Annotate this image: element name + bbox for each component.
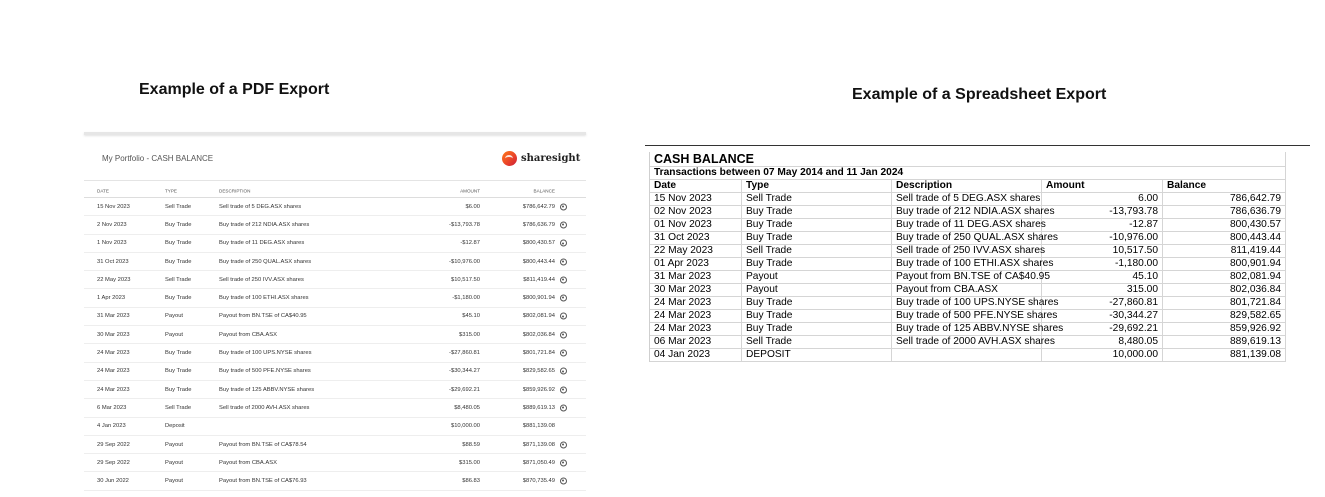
pdf-cell-date: 24 Mar 2023: [97, 386, 130, 393]
spreadsheet-cell-amount[interactable]: 45.10: [1042, 271, 1163, 283]
pdf-cell-date: 29 Sep 2022: [97, 441, 130, 448]
spreadsheet-cell-description[interactable]: Buy trade of 100 ETHI.ASX shares: [892, 258, 1042, 270]
pdf-cell-balance: $859,926.92: [522, 386, 555, 393]
pdf-cell-date: 31 Oct 2023: [97, 258, 129, 265]
spreadsheet-row: [650, 245, 1286, 258]
spreadsheet-cell-description[interactable]: Sell trade of 2000 AVH.ASX shares: [892, 336, 1042, 348]
spreadsheet-cell-balance[interactable]: 800,443.44: [1163, 232, 1286, 244]
pdf-cell-amount: -$30,344.27: [449, 368, 480, 375]
pdf-cell-description: Payout from BN.TSE of CA$76.93: [219, 478, 307, 485]
sharesight-logo-text: sharesight: [521, 152, 581, 164]
pdf-cell-type: Buy Trade: [165, 240, 192, 247]
spreadsheet-cell-balance[interactable]: 829,582.65: [1163, 310, 1286, 322]
view-icon[interactable]: [560, 221, 567, 228]
spreadsheet-row: [650, 206, 1286, 219]
spreadsheet-cell-type[interactable]: DEPOSIT: [742, 349, 892, 361]
spreadsheet-cell-type[interactable]: Sell Trade: [742, 336, 892, 348]
spreadsheet-cell-date[interactable]: 01 Nov 2023: [650, 219, 742, 231]
pdf-cell-amount: -$13,793.78: [449, 221, 480, 228]
spreadsheet-cell-description[interactable]: [892, 349, 1042, 361]
spreadsheet-cell-amount[interactable]: -10,976.00: [1042, 232, 1163, 244]
pdf-cell-amount: -$1,180.00: [452, 295, 480, 302]
spreadsheet-row: [650, 297, 1286, 310]
pdf-cell-balance: $800,443.44: [522, 258, 555, 265]
spreadsheet-cell-amount[interactable]: -29,692.21: [1042, 323, 1163, 335]
spreadsheet-cell-type[interactable]: Buy Trade: [742, 258, 892, 270]
pdf-cell-description: Payout from CBA.ASX: [219, 459, 277, 466]
pdf-table-row: [84, 472, 586, 490]
pdf-cell-amount: $88.59: [462, 441, 480, 448]
pdf-cell-type: Payout: [165, 441, 184, 448]
pdf-table-row: [84, 399, 586, 417]
spreadsheet-title[interactable]: CASH BALANCE: [650, 152, 1286, 166]
pdf-cell-description: Buy trade of 100 ETHI.ASX shares: [219, 295, 309, 302]
pdf-cell-balance: $801,721.84: [522, 350, 555, 357]
pdf-cell-balance: $786,642.79: [522, 203, 555, 210]
spreadsheet-grid: [649, 152, 1286, 362]
pdf-table-row: [84, 289, 586, 307]
spreadsheet-cell-amount[interactable]: -30,344.27: [1042, 310, 1163, 322]
spreadsheet-cell-amount[interactable]: -27,860.81: [1042, 297, 1163, 309]
spreadsheet-header-row: [650, 180, 1286, 193]
sharesight-logo: [502, 149, 580, 167]
pdf-cell-description: Buy trade of 11 DEG.ASX shares: [219, 240, 305, 247]
pdf-cell-balance: $800,901.94: [522, 295, 555, 302]
pdf-cell-amount: $315.00: [459, 459, 480, 466]
spreadsheet-cell-description[interactable]: Payout from CBA.ASX: [892, 284, 1042, 296]
pdf-cell-type: Payout: [165, 313, 184, 320]
pdf-cell-balance: $889,619.13: [522, 404, 555, 411]
pdf-cell-type: Sell Trade: [165, 404, 192, 411]
pdf-cell-description: Sell trade of 250 IVV.ASX shares: [219, 276, 304, 283]
spreadsheet-cell-balance[interactable]: 802,036.84: [1163, 284, 1286, 296]
spreadsheet-col-type[interactable]: Type: [742, 180, 892, 192]
spreadsheet-cell-type[interactable]: Buy Trade: [742, 323, 892, 335]
view-icon[interactable]: [560, 258, 567, 265]
spreadsheet-cell-balance[interactable]: 889,619.13: [1163, 336, 1286, 348]
pdf-cell-balance: $871,139.08: [522, 441, 555, 448]
pdf-cell-type: Buy Trade: [165, 258, 192, 265]
pdf-cell-amount: -$10,976.00: [449, 258, 480, 265]
spreadsheet-col-balance[interactable]: Balance: [1163, 180, 1286, 192]
pdf-cell-balance: $871,050.49: [522, 459, 555, 466]
spreadsheet-cell-type[interactable]: Sell Trade: [742, 193, 892, 205]
pdf-cell-type: Buy Trade: [165, 368, 192, 375]
pdf-cell-amount: -$12.87: [460, 240, 480, 247]
spreadsheet-title-row: [650, 152, 1286, 167]
pdf-table-row: [84, 436, 586, 454]
spreadsheet-cell-type[interactable]: Buy Trade: [742, 310, 892, 322]
pdf-col-amount: AMOUNT: [460, 188, 480, 193]
pdf-cell-description: Payout from CBA.ASX: [219, 331, 277, 338]
pdf-report-title: My Portfolio - CASH BALANCE: [102, 154, 214, 163]
pdf-col-balance: BALANCE: [533, 188, 555, 193]
spreadsheet-cell-amount[interactable]: -13,793.78: [1042, 206, 1163, 218]
spreadsheet-cell-date[interactable]: 30 Mar 2023: [650, 284, 742, 296]
pdf-cell-balance: $786,636.79: [522, 221, 555, 228]
spreadsheet-cell-date[interactable]: 22 May 2023: [650, 245, 742, 257]
spreadsheet-cell-amount[interactable]: 10,517.50: [1042, 245, 1163, 257]
sharesight-logo-icon: [502, 151, 517, 166]
spreadsheet-cell-balance[interactable]: 811,419.44: [1163, 245, 1286, 257]
spreadsheet-cell-date[interactable]: 01 Apr 2023: [650, 258, 742, 270]
pdf-cell-date: 6 Mar 2023: [97, 404, 127, 411]
view-icon[interactable]: [560, 313, 567, 320]
pdf-cell-date: 24 Mar 2023: [97, 350, 130, 357]
spreadsheet-cell-description[interactable]: Buy trade of 500 PFE.NYSE shares: [892, 310, 1042, 322]
spreadsheet-cell-balance[interactable]: 800,430.57: [1163, 219, 1286, 231]
pdf-cell-amount: $6.00: [465, 203, 480, 210]
pdf-cell-date: 1 Nov 2023: [97, 240, 127, 247]
spreadsheet-cell-date[interactable]: 24 Mar 2023: [650, 297, 742, 309]
pdf-cell-type: Sell Trade: [165, 203, 192, 210]
pdf-cell-description: Buy trade of 125 ABBV.NYSE shares: [219, 386, 315, 393]
pdf-table-row: [84, 363, 586, 381]
pdf-cell-type: Buy Trade: [165, 350, 192, 357]
pdf-cell-description: Payout from BN.TSE of CA$78.54: [219, 441, 307, 448]
pdf-top-divider: [84, 132, 586, 135]
pdf-cell-balance: $870,735.49: [522, 478, 555, 485]
pdf-col-date: DATE: [97, 188, 109, 193]
pdf-export-preview: [84, 132, 586, 485]
pdf-cell-amount: $315.00: [459, 331, 480, 338]
pdf-cell-date: 24 Mar 2023: [97, 368, 130, 375]
pdf-cell-amount: $10,517.50: [450, 276, 480, 283]
spreadsheet-cell-balance[interactable]: 802,081.94: [1163, 271, 1286, 283]
spreadsheet-cell-amount[interactable]: 6.00: [1042, 193, 1163, 205]
pdf-cell-balance: $802,036.84: [522, 331, 555, 338]
view-icon[interactable]: [560, 295, 567, 302]
pdf-cell-type: Buy Trade: [165, 221, 192, 228]
view-icon[interactable]: [560, 478, 567, 485]
pdf-table-row: [84, 308, 586, 326]
pdf-table-header: [84, 184, 586, 198]
spreadsheet-subtitle-row: [650, 167, 1286, 180]
spreadsheet-row: [650, 193, 1286, 206]
pdf-cell-description: Buy trade of 100 UPS.NYSE shares: [219, 350, 312, 357]
pdf-col-type: TYPE: [165, 188, 177, 193]
spreadsheet-cell-description[interactable]: Sell trade of 250 IVV.ASX shares: [892, 245, 1042, 257]
pdf-cell-type: Deposit: [165, 423, 185, 430]
pdf-cell-amount: $86.83: [462, 478, 480, 485]
pdf-table-row: [84, 216, 586, 234]
view-icon[interactable]: [560, 386, 567, 393]
spreadsheet-row: [650, 284, 1286, 297]
pdf-export-heading: Example of a PDF Export: [139, 81, 330, 98]
spreadsheet-cell-amount[interactable]: -1,180.00: [1042, 258, 1163, 270]
spreadsheet-cell-date[interactable]: 24 Mar 2023: [650, 323, 742, 335]
spreadsheet-cell-type[interactable]: Buy Trade: [742, 232, 892, 244]
pdf-cell-amount: $8,480.05: [454, 404, 480, 411]
pdf-header-divider: [84, 180, 586, 181]
spreadsheet-cell-description[interactable]: Buy trade of 125 ABBV.NYSE shares: [892, 323, 1042, 335]
pdf-cell-date: 22 May 2023: [97, 276, 131, 283]
pdf-cell-date: 2 Nov 2023: [97, 221, 127, 228]
spreadsheet-cell-date[interactable]: 06 Mar 2023: [650, 336, 742, 348]
spreadsheet-export-preview: [649, 152, 1287, 360]
spreadsheet-row: [650, 323, 1286, 336]
pdf-cell-date: 4 Jan 2023: [97, 423, 126, 430]
spreadsheet-row: [650, 310, 1286, 323]
pdf-cell-description: Sell trade of 5 DEG.ASX shares: [219, 203, 302, 210]
pdf-cell-amount: -$29,692.21: [449, 386, 480, 393]
spreadsheet-subtitle[interactable]: Transactions between 07 May 2014 and 11 Jan 2024: [650, 167, 1286, 179]
spreadsheet-cell-date[interactable]: 15 Nov 2023: [650, 193, 742, 205]
spreadsheet-row: [650, 271, 1286, 284]
spreadsheet-cell-type[interactable]: Payout: [742, 271, 892, 283]
spreadsheet-cell-balance[interactable]: 786,636.79: [1163, 206, 1286, 218]
spreadsheet-cell-amount[interactable]: 10,000.00: [1042, 349, 1163, 361]
spreadsheet-cell-date[interactable]: 31 Oct 2023: [650, 232, 742, 244]
view-icon[interactable]: [560, 368, 567, 375]
spreadsheet-cell-type[interactable]: Sell Trade: [742, 245, 892, 257]
pdf-transactions-table: [84, 184, 586, 491]
pdf-table-row: [84, 326, 586, 344]
spreadsheet-cell-balance[interactable]: 800,901.94: [1163, 258, 1286, 270]
pdf-cell-type: Buy Trade: [165, 386, 192, 393]
spreadsheet-col-date[interactable]: Date: [650, 180, 742, 192]
pdf-cell-date: 15 Nov 2023: [97, 203, 130, 210]
pdf-cell-description: Buy trade of 212 NDIA.ASX shares: [219, 221, 310, 228]
pdf-cell-date: 31 Mar 2023: [97, 313, 130, 320]
spreadsheet-cell-description[interactable]: Sell trade of 5 DEG.ASX shares: [892, 193, 1042, 205]
pdf-table-row: [84, 253, 586, 271]
spreadsheet-col-amount[interactable]: Amount: [1042, 180, 1163, 192]
spreadsheet-cell-date[interactable]: 02 Nov 2023: [650, 206, 742, 218]
spreadsheet-cell-description[interactable]: Buy trade of 11 DEG.ASX shares: [892, 219, 1042, 231]
pdf-cell-balance: $829,582.65: [522, 368, 555, 375]
spreadsheet-row: [650, 232, 1286, 245]
spreadsheet-cell-balance[interactable]: 801,721.84: [1163, 297, 1286, 309]
pdf-cell-balance: $802,081.94: [522, 313, 555, 320]
pdf-cell-description: Sell trade of 2000 AVH.ASX shares: [219, 404, 310, 411]
pdf-cell-amount: -$27,860.81: [449, 350, 480, 357]
view-icon[interactable]: [560, 331, 567, 338]
pdf-cell-amount: $45.10: [462, 313, 480, 320]
pdf-table-row: [84, 198, 586, 216]
pdf-cell-date: 1 Apr 2023: [97, 295, 126, 302]
pdf-cell-type: Payout: [165, 331, 184, 338]
spreadsheet-cell-balance[interactable]: 859,926.92: [1163, 323, 1286, 335]
view-icon[interactable]: [560, 441, 567, 448]
pdf-cell-date: 29 Sep 2022: [97, 459, 130, 466]
pdf-cell-description: Buy trade of 250 QUAL.ASX shares: [219, 258, 312, 265]
spreadsheet-cell-date[interactable]: 04 Jan 2023: [650, 349, 742, 361]
spreadsheet-cell-type[interactable]: Buy Trade: [742, 206, 892, 218]
pdf-cell-description: Buy trade of 500 PFE.NYSE shares: [219, 368, 311, 375]
spreadsheet-cell-amount[interactable]: 8,480.05: [1042, 336, 1163, 348]
spreadsheet-cell-type[interactable]: Buy Trade: [742, 297, 892, 309]
spreadsheet-cell-amount[interactable]: 315.00: [1042, 284, 1163, 296]
spreadsheet-export-heading: Example of a Spreadsheet Export: [852, 86, 1107, 103]
pdf-table-row: [84, 235, 586, 253]
pdf-cell-balance: $800,430.57: [522, 240, 555, 247]
view-icon[interactable]: [560, 459, 567, 466]
pdf-cell-type: Payout: [165, 478, 184, 485]
spreadsheet-cell-amount[interactable]: -12.87: [1042, 219, 1163, 231]
pdf-table-row: [84, 381, 586, 399]
pdf-cell-type: Sell Trade: [165, 276, 192, 283]
spreadsheet-cell-type[interactable]: Payout: [742, 284, 892, 296]
spreadsheet-cell-date[interactable]: 24 Mar 2023: [650, 310, 742, 322]
spreadsheet-top-divider: [645, 145, 1310, 146]
spreadsheet-cell-description[interactable]: Payout from BN.TSE of CA$40.95: [892, 271, 1042, 283]
pdf-table-row: [84, 454, 586, 472]
spreadsheet-cell-description[interactable]: Buy trade of 212 NDIA.ASX shares: [892, 206, 1042, 218]
view-icon[interactable]: [560, 240, 567, 247]
pdf-cell-date: 30 Jun 2022: [97, 478, 129, 485]
pdf-cell-description: Payout from BN.TSE of CA$40.95: [219, 313, 307, 320]
spreadsheet-cell-date[interactable]: 31 Mar 2023: [650, 271, 742, 283]
spreadsheet-cell-description[interactable]: Buy trade of 100 UPS.NYSE shares: [892, 297, 1042, 309]
spreadsheet-cell-description[interactable]: Buy trade of 250 QUAL.ASX shares: [892, 232, 1042, 244]
pdf-table-row: [84, 418, 586, 436]
pdf-table-row: [84, 344, 586, 362]
view-icon[interactable]: [560, 404, 567, 411]
pdf-table-row: [84, 271, 586, 289]
spreadsheet-row: [650, 349, 1286, 362]
pdf-cell-balance: $881,139.08: [522, 423, 555, 430]
view-icon[interactable]: [560, 276, 567, 283]
spreadsheet-row: [650, 336, 1286, 349]
spreadsheet-col-description[interactable]: Description: [892, 180, 1042, 192]
pdf-cell-type: Buy Trade: [165, 295, 192, 302]
spreadsheet-cell-balance[interactable]: 881,139.08: [1163, 349, 1286, 361]
spreadsheet-row: [650, 258, 1286, 271]
pdf-cell-type: Payout: [165, 459, 184, 466]
pdf-cell-balance: $811,419.44: [523, 276, 555, 283]
pdf-cell-date: 30 Mar 2023: [97, 331, 130, 338]
spreadsheet-cell-balance[interactable]: 786,642.79: [1163, 193, 1286, 205]
view-icon[interactable]: [560, 350, 567, 357]
spreadsheet-cell-type[interactable]: Buy Trade: [742, 219, 892, 231]
pdf-cell-amount: $10,000.00: [450, 423, 480, 430]
spreadsheet-row: [650, 219, 1286, 232]
pdf-col-description: DESCRIPTION: [219, 188, 251, 193]
view-icon[interactable]: [560, 203, 567, 210]
